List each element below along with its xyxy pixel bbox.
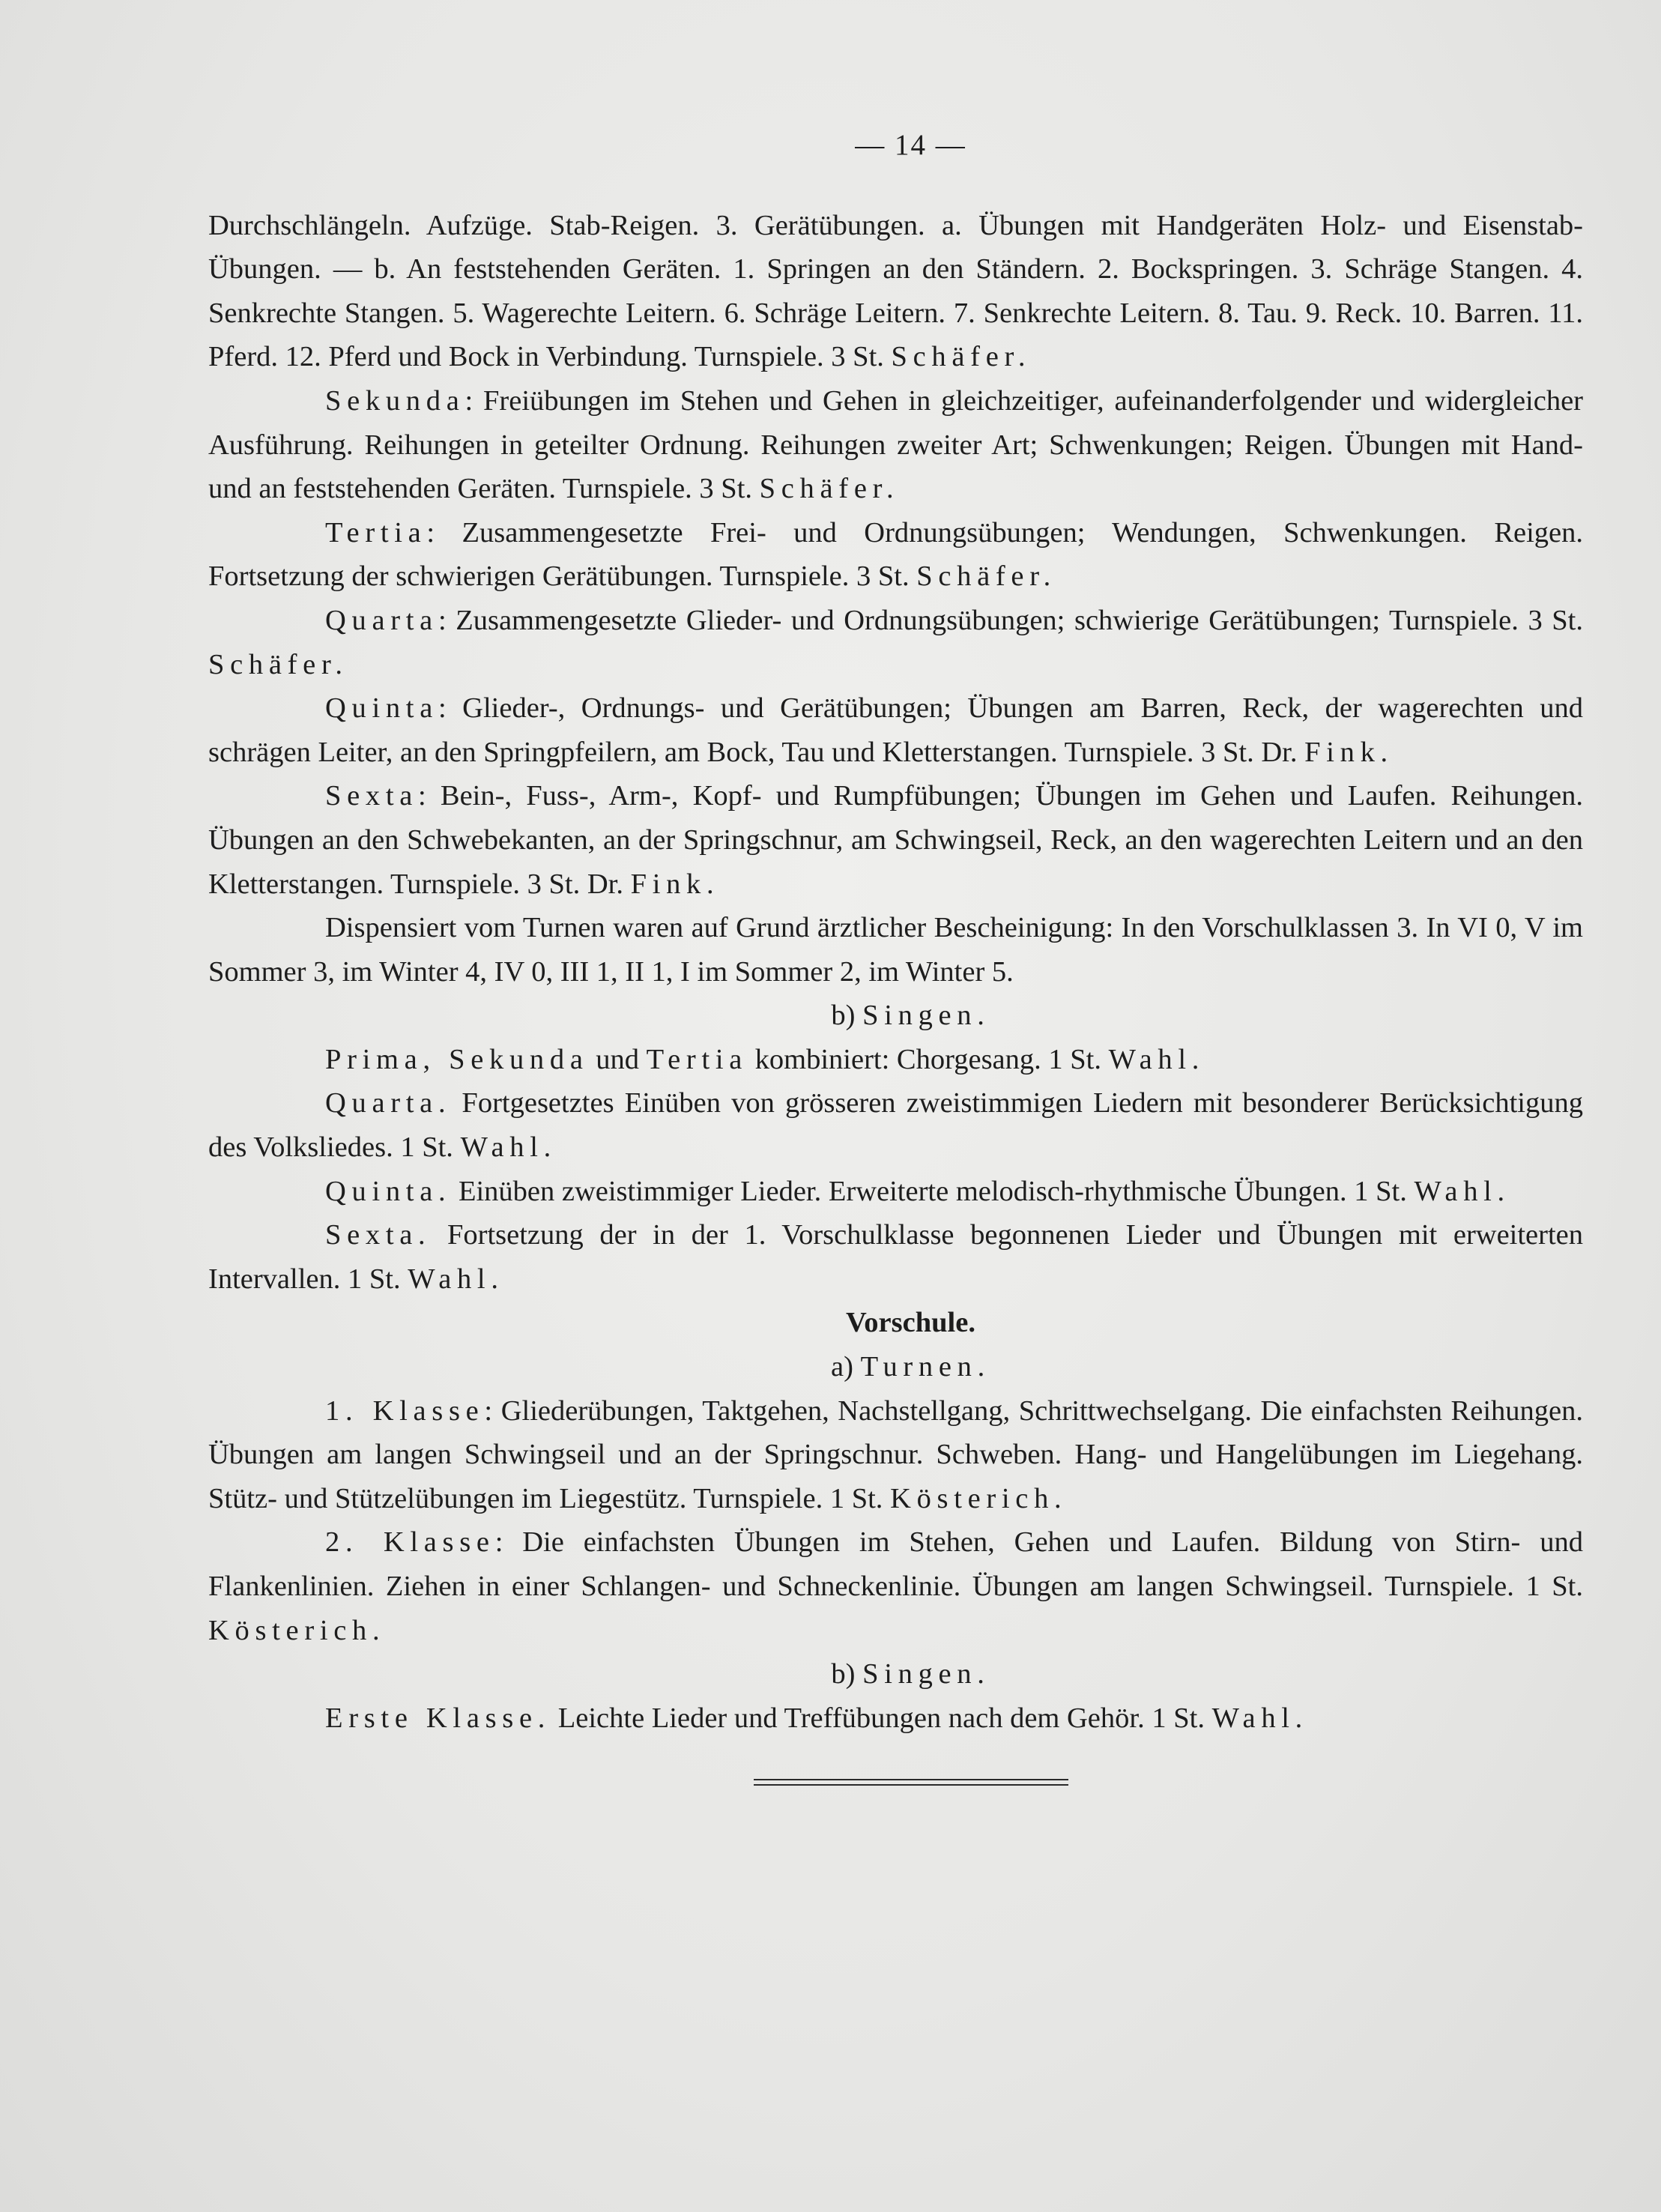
teacher-name: Fink.: [630, 868, 720, 900]
class-label: Quinta.: [325, 1175, 452, 1207]
teacher-name: Kösterich.: [890, 1482, 1068, 1514]
paragraph-sekunda: [208, 379, 1583, 511]
class-label: Erste Klasse.: [325, 1702, 551, 1734]
teacher-name: Fink.: [1304, 736, 1394, 768]
teacher-name: Wahl.: [460, 1131, 557, 1164]
class-label: Tertia: [325, 516, 427, 549]
class-label: Quarta.: [325, 1087, 452, 1119]
paragraph-text: : Die einfachsten Übungen im Stehen, Gehen und Laufen. Bildung von Stirn- und Flankenlinien. Ziehen in einer Schlangen- und Schneckenlinie. Übungen am langen Schwingseil. Turnspiele. 1 St.: [208, 1526, 1583, 1602]
teacher-name: Kösterich.: [208, 1614, 386, 1646]
paragraph-text: : Gliederübungen, Taktgehen, Nachstellgang, Schrittwechselgang. Die einfachsten Reihungen. Übungen am langen Schwingseil und an der Springschnur. Schweben. Hang- und Hangelübungen im Liegehang. Stütz- und Stützelübungen im Liegestütz. Turnspiele. 1 St.: [208, 1394, 1583, 1514]
class-label: Sekunda: [325, 384, 465, 417]
conjunction: und: [596, 1043, 639, 1075]
section-heading-singen: [208, 994, 1583, 1038]
paragraph-singen-quarta: [208, 1081, 1583, 1169]
page-number: — 14 —: [855, 129, 966, 161]
paragraph-klasse-2: [208, 1520, 1583, 1652]
paragraph-text: Einüben zweistimmiger Lieder. Erweiterte melodisch-rhythmische Übungen. 1 St.: [458, 1175, 1407, 1207]
section-heading-turnen: [208, 1345, 1583, 1389]
paragraph-text: Leichte Lieder und Treffübungen nach dem Gehör. 1 St.: [557, 1702, 1205, 1734]
paragraph-text: : Bein-, Fuss-, Arm-, Kopf- und Rumpfübungen; Übungen im Gehen und Laufen. Reihungen. Übungen an den Schwebekanten, an der Springschnur, am Schwingseil, Reck, an den wagerechten Leitern und an den Kletterstangen. Turnspiele. 3 St. Dr.: [208, 780, 1583, 900]
section-heading-vorschule-singen: [208, 1652, 1583, 1696]
paragraph-erste-klasse: [208, 1696, 1583, 1741]
class-label: Sexta.: [325, 1219, 432, 1251]
section-heading-vorschule: Vorschule.: [846, 1307, 975, 1339]
teacher-name: Schäfer.: [891, 341, 1032, 373]
teacher-name: Wahl.: [1414, 1175, 1510, 1207]
class-label: Prima, Sekunda: [325, 1043, 589, 1075]
heading-text: Turnen.: [860, 1351, 990, 1383]
teacher-name: Wahl.: [1108, 1043, 1205, 1075]
paragraph-sexta: [208, 774, 1583, 906]
paragraph-singen-quinta: [208, 1170, 1583, 1214]
class-label: Quarta: [325, 604, 438, 636]
heading-text: Singen.: [862, 1658, 990, 1690]
paragraph-text: : Zusammengesetzte Glieder- und Ordnungsübungen; schwierige Gerätübungen; Turnspiele. 3 St.: [438, 604, 1583, 636]
paragraph-text: : Glieder-, Ordnungs- und Gerätübungen; Übungen am Barren, Reck, der wagerechten und schrägen Leiter, an den Springpfeilern, am Bock, Tau und Kletterstangen. Turnspiele. 3 St. Dr.: [208, 692, 1583, 768]
paragraph-text: kombiniert: Chorgesang. 1 St.: [754, 1043, 1101, 1075]
paragraph-geraetuebungen: [208, 204, 1583, 379]
paragraph-text: Fortsetzung der in der 1. Vorschulklasse begonnenen Lieder und Übungen mit erweiterten Intervallen. 1 St.: [208, 1219, 1583, 1295]
paragraph-text: : Freiübungen im Stehen und Gehen in gleichzeitiger, aufeinanderfolgender und widergleicher Ausführung. Reihungen in geteilter Ordnung. Reihungen zweiter Art; Schwenkungen; Reigen. Übungen mit Hand- und an feststehenden Geräten. Turnspiele. 3 St.: [208, 384, 1583, 505]
document-page: [208, 124, 1583, 1786]
heading-prefix: a): [831, 1351, 853, 1383]
paragraph-singen-prima: [208, 1038, 1583, 1082]
heading-prefix: b): [831, 1658, 856, 1690]
heading-text: Singen.: [862, 1000, 990, 1032]
paragraph-dispensiert: Dispensiert vom Turnen waren auf Grund ärztlicher Bescheinigung: In den Vorschulklassen 3. In VI 0, V im Sommer 3, im Winter 4, IV 0, III 1, II 1, I im Sommer 2, im Winter 5.: [208, 912, 1583, 988]
class-label: 2. Klasse: [325, 1526, 495, 1559]
class-label: Sexta: [325, 780, 419, 812]
paragraph-text: Durchschlängeln. Aufzüge. Stab-Reigen. 3. Gerätübungen. a. Übungen mit Handgeräten Holz- und Eisenstab-Übungen. — b. An feststehenden Geräten. 1. Springen an den Ständern. 2. Bockspringen. 3. Schräge Stangen. 4. Senkrechte Stangen. 5. Wagerechte Leitern. 6. Schräge Leitern. 7. Senkrechte Leitern. 8. Tau. 9. Reck. 10. Barren. 11. Pferd. 12. Pferd und Bock in Verbindung. Turnspiele. 3 St.: [208, 209, 1583, 373]
paragraph-text: Fortgesetztes Einüben von grösseren zweistimmigen Liedern mit besonderer Berücksichtigung des Volksliedes. 1 St.: [208, 1087, 1583, 1164]
class-label: 1. Klasse: [325, 1394, 485, 1427]
paragraph-tertia: [208, 511, 1583, 599]
class-label: Tertia: [646, 1043, 748, 1075]
double-rule-line: [754, 1779, 1068, 1786]
heading-prefix: b): [831, 1000, 856, 1032]
teacher-name: Schäfer.: [916, 560, 1056, 593]
paragraph-quarta: [208, 599, 1583, 686]
teacher-name: Schäfer.: [759, 473, 900, 505]
teacher-name: Wahl.: [1211, 1702, 1308, 1734]
paragraph-klasse-1: [208, 1389, 1583, 1521]
teacher-name: Schäfer.: [208, 648, 348, 680]
paragraph-quinta: [208, 686, 1583, 774]
paragraph-singen-sexta: [208, 1213, 1583, 1301]
teacher-name: Wahl.: [408, 1263, 504, 1295]
paragraph-text: : Zusammengesetzte Frei- und Ordnungsübungen; Wendungen, Schwenkungen. Reigen. Fortsetzung der schwierigen Gerätübungen. Turnspiele. 3 St.: [208, 516, 1583, 593]
closing-rule: [724, 1779, 1068, 1786]
class-label: Quinta: [325, 692, 438, 725]
